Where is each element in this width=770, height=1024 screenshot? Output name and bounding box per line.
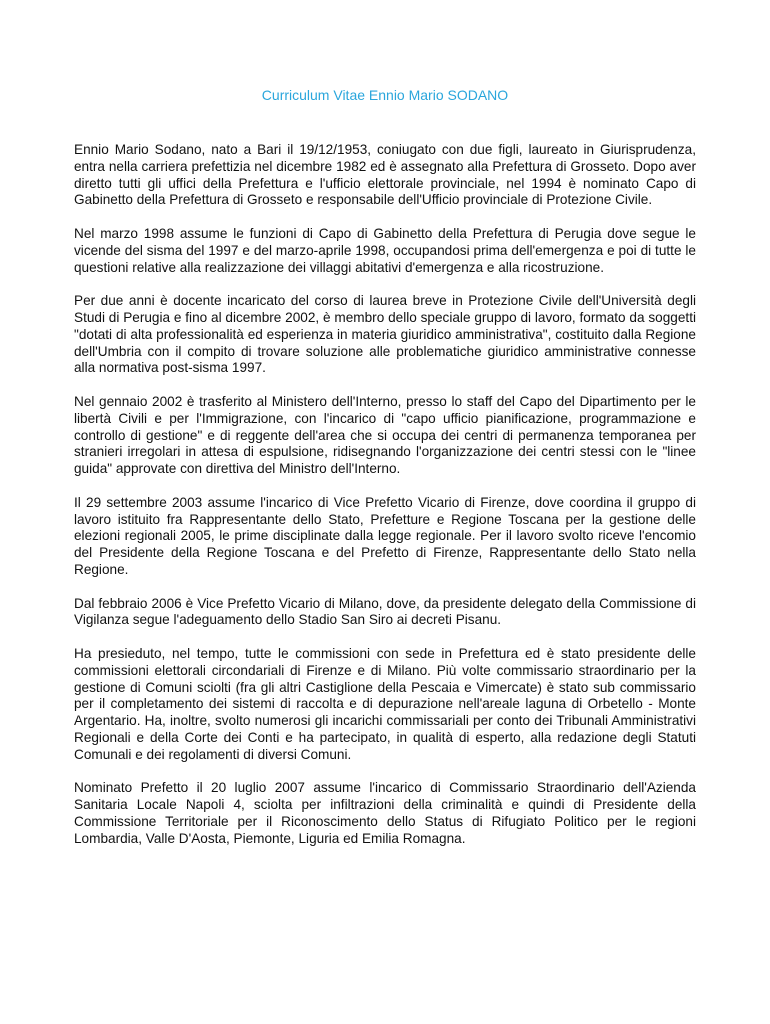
paragraph-8: Nominato Prefetto il 20 luglio 2007 assume l'incarico di Commissario Straordinario dell'Azienda Sanitaria Locale Napoli 4, sciolta per infiltrazioni della criminalità e quindi di Presidente della Commissione Territoriale per il Riconoscimento dello Status di Rifugiato Politico per le regioni Lombardia, Valle D'Aosta, Piemonte, Liguria ed Emilia Romagna. [74, 780, 696, 846]
paragraph-6: Dal febbraio 2006 è Vice Prefetto Vicario di Milano, dove, da presidente delegato della Commissione di Vigilanza segue l'adeguamento dello Stadio San Siro ai decreti Pisanu. [74, 595, 696, 628]
paragraph-3: Per due anni è docente incaricato del corso di laurea breve in Protezione Civile dell'Università degli Studi di Perugia e fino al dicembre 2002, è membro dello speciale gruppo di lavoro, formato da soggetti "dotati di alta professionalità ed esperienza in materia giuridico amministrativa", costituito dalla Regione dell'Umbria con il compito di trovare soluzione alle problematiche giuridico amministrative connesse alla normativa post-sisma 1997. [74, 293, 696, 376]
document-title: Curriculum Vitae Ennio Mario SODANO [261, 87, 509, 103]
paragraph-1: Ennio Mario Sodano, nato a Bari il 19/12/1953, coniugato con due figli, laureato in Giurisprudenza, entra nella carriera prefettizia nel dicembre 1982 ed è assegnato alla Prefettura di Grosseto. Dopo aver diretto tutti gli uffici della Prefettura e l'ufficio elettorale provinciale, nel 1994 è nominato Capo di Gabinetto della Prefettura di Grosseto e responsabile dell'Ufficio provinciale di Protezione Civile. [74, 142, 696, 208]
paragraph-2: Nel marzo 1998 assume le funzioni di Capo di Gabinetto della Prefettura di Perugia dove segue le vicende del sisma del 1997 e del marzo-aprile 1998, occupandosi prima dell'emergenza e poi di tutte le questioni relative alla realizzazione dei villaggi abitativi d'emergenza e alla ricostruzione. [74, 225, 696, 275]
paragraph-4: Nel gennaio 2002 è trasferito al Ministero dell'Interno, presso lo staff del Capo del Dipartimento per le libertà Civili e per l'Immigrazione, con l'incarico di "capo ufficio pianificazione, programmazione e controllo di gestione" e di reggente dell'area che si occupa dei centri di permanenza temporanea per stranieri irregolari in attesa di espulsione, ridisegnando l'organizzazione dei centri stessi con le "linee guida" approvate con direttiva del Ministro dell'Interno. [74, 393, 696, 477]
paragraph-7: Ha presieduto, nel tempo, tutte le commissioni con sede in Prefettura ed è stato presidente delle commissioni elettorali circondariali di Firenze e di Milano. Più volte commissario straordinario per la gestione di Comuni sciolti (fra gli altri Castiglione della Pescaia e Vimercate) è stato sub commissario per il completamento dei sistemi di raccolta e di depurazione nell'areale laguna di Orbetello - Monte Argentario. Ha, inoltre, svolto numerosi gli incarichi commissariali per conto dei Tribunali Amministrativi Regionali e della Corte dei Conti e ha partecipato, in qualità di esperto, alla redazione degli Statuti Comunali e dei regolamenti di diversi Comuni. [74, 645, 696, 762]
document-body [74, 142, 696, 864]
paragraph-5: Il 29 settembre 2003 assume l'incarico di Vice Prefetto Vicario di Firenze, dove coordina il gruppo di lavoro istituito fra Rappresentante dello Stato, Prefetture e Regione Toscana per la gestione delle elezioni regionali 2005, le prime disciplinate dalla legge regionale. Per il lavoro svolto riceve l'encomio del Presidente della Regione Toscana e del Prefetto di Firenze, Rappresentante dello Stato nella Regione. [74, 494, 696, 577]
